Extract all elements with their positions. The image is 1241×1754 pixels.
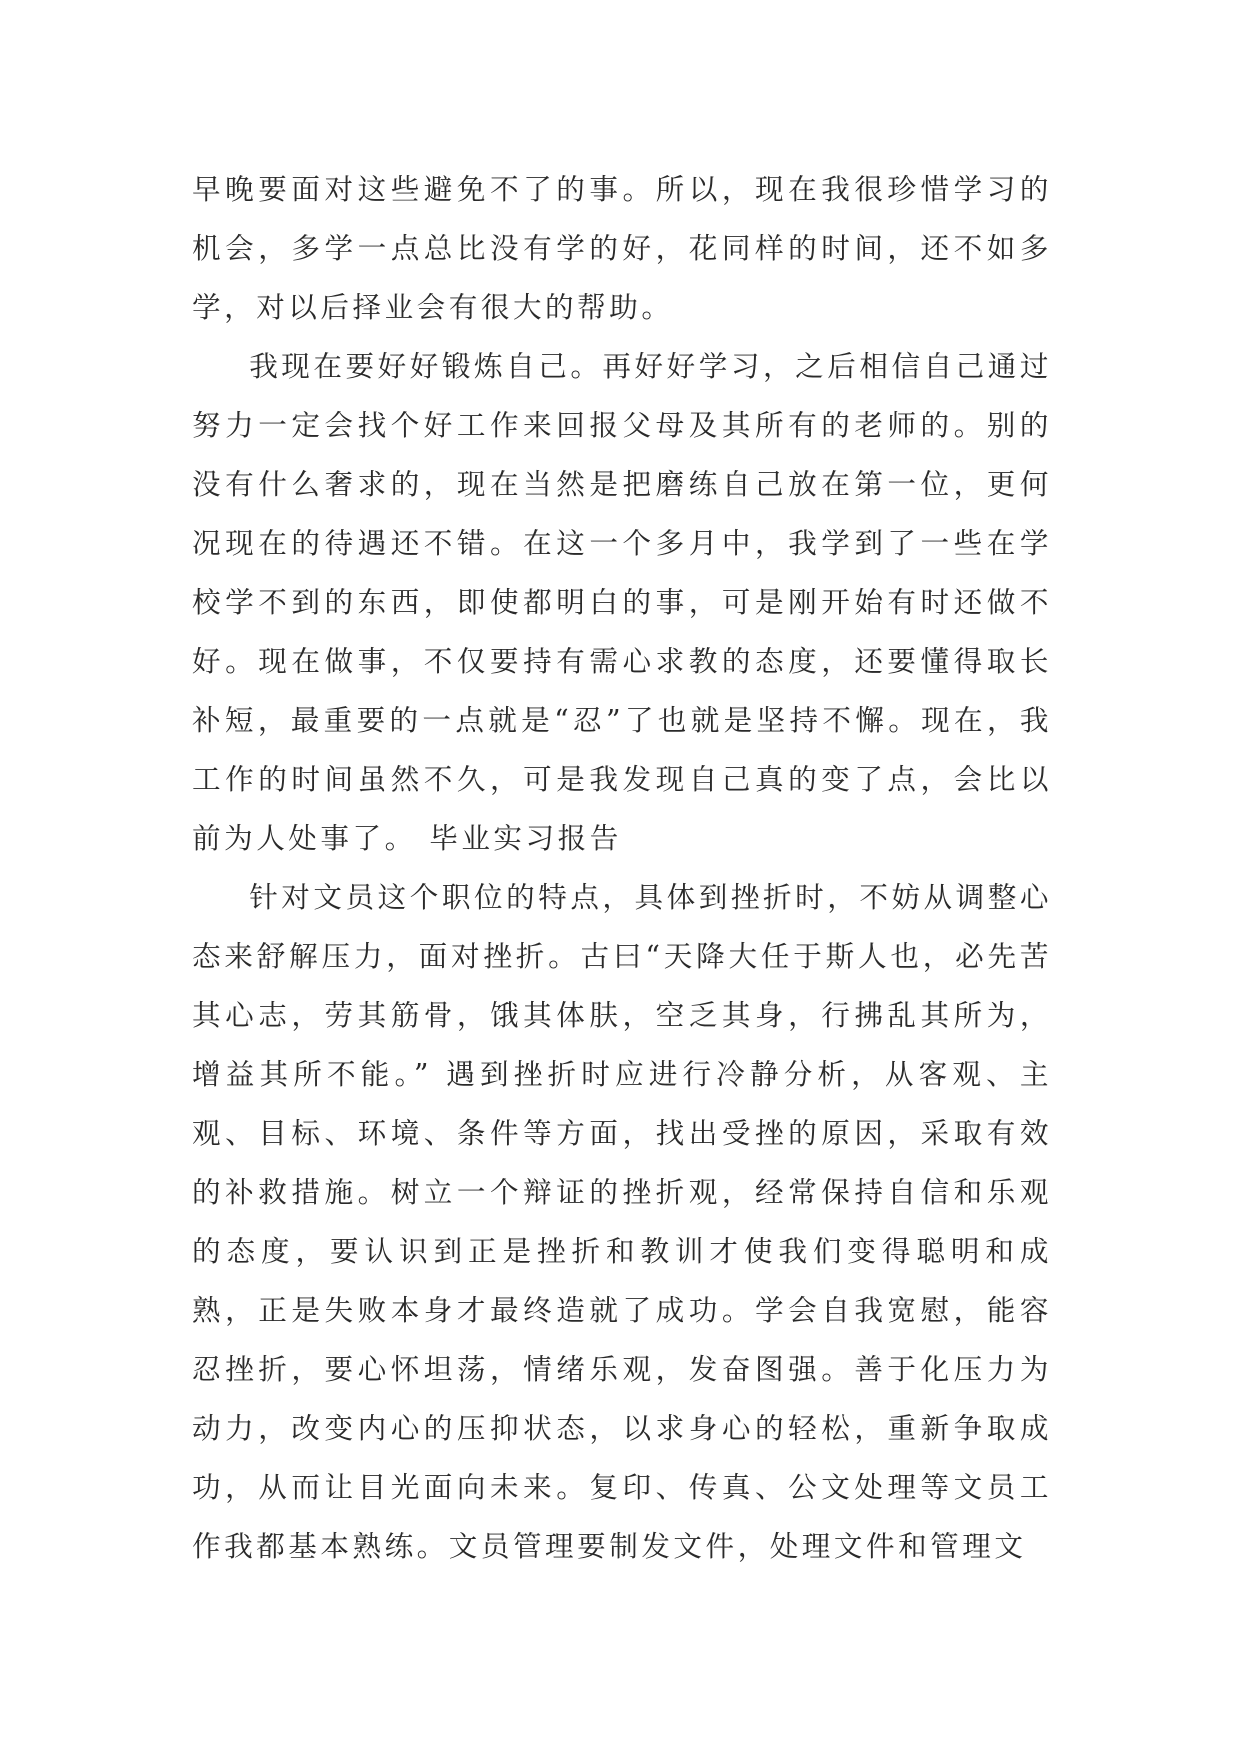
paragraph-2: 我现在要好好锻炼自己。再好好学习，之后相信自己通过努力一定会找个好工作来回报父母及其所有的老师的。别的没有什么奢求的，现在当然是把磨练自己放在第一位，更何况现在的待遇还不错。在这一个多月中，我学到了一些在学校学不到的东西，即使都明白的事，可是刚开始有时还做不好。现在做事，不仅要持有需心求教的态度，还要懂得取长补短，最重要的一点就是“忍”了也就是坚持不懈。现在，我工作的时间虽然不久，可是我发现自己真的变了点，会比以前为人处事了。 毕业实习报告 [192, 349, 1052, 855]
paragraph-3: 针对文员这个职位的特点，具体到挫折时，不妨从调整心态来舒解压力，面对挫折。古曰“天降大任于斯人也，必先苦其心志，劳其筋骨，饿其体肤，空乏其身，行拂乱其所为，增益其所不能。” 遇到挫折时应进行冷静分析，从客观、主观、目标、环境、条件等方面，找出受挫的原因，采取有效的补救措施。树立一个辩证的挫折观，经常保持自信和乐观的态度，要认识到正是挫折和教训才使我们变得聪明和成熟，正是失败本身才最终造就了成功。学会自我宽慰，能容忍挫折，要心怀坦荡，情绪乐观，发奋图强。善于化压力为动力，改变内心的压抑状态，以求身心的轻松，重新争取成功，从而让目光面向未来。复印、传真、公文处理等文员工作我都基本熟练。文员管理要制发文件，处理文件和管理文 [192, 880, 1052, 1563]
document-body [192, 160, 1052, 1576]
paragraph-1: 早晚要面对这些避免不了的事。所以，现在我很珍惜学习的机会，多学一点总比没有学的好，花同样的时间，还不如多学，对以后择业会有很大的帮助。 [192, 172, 1052, 324]
